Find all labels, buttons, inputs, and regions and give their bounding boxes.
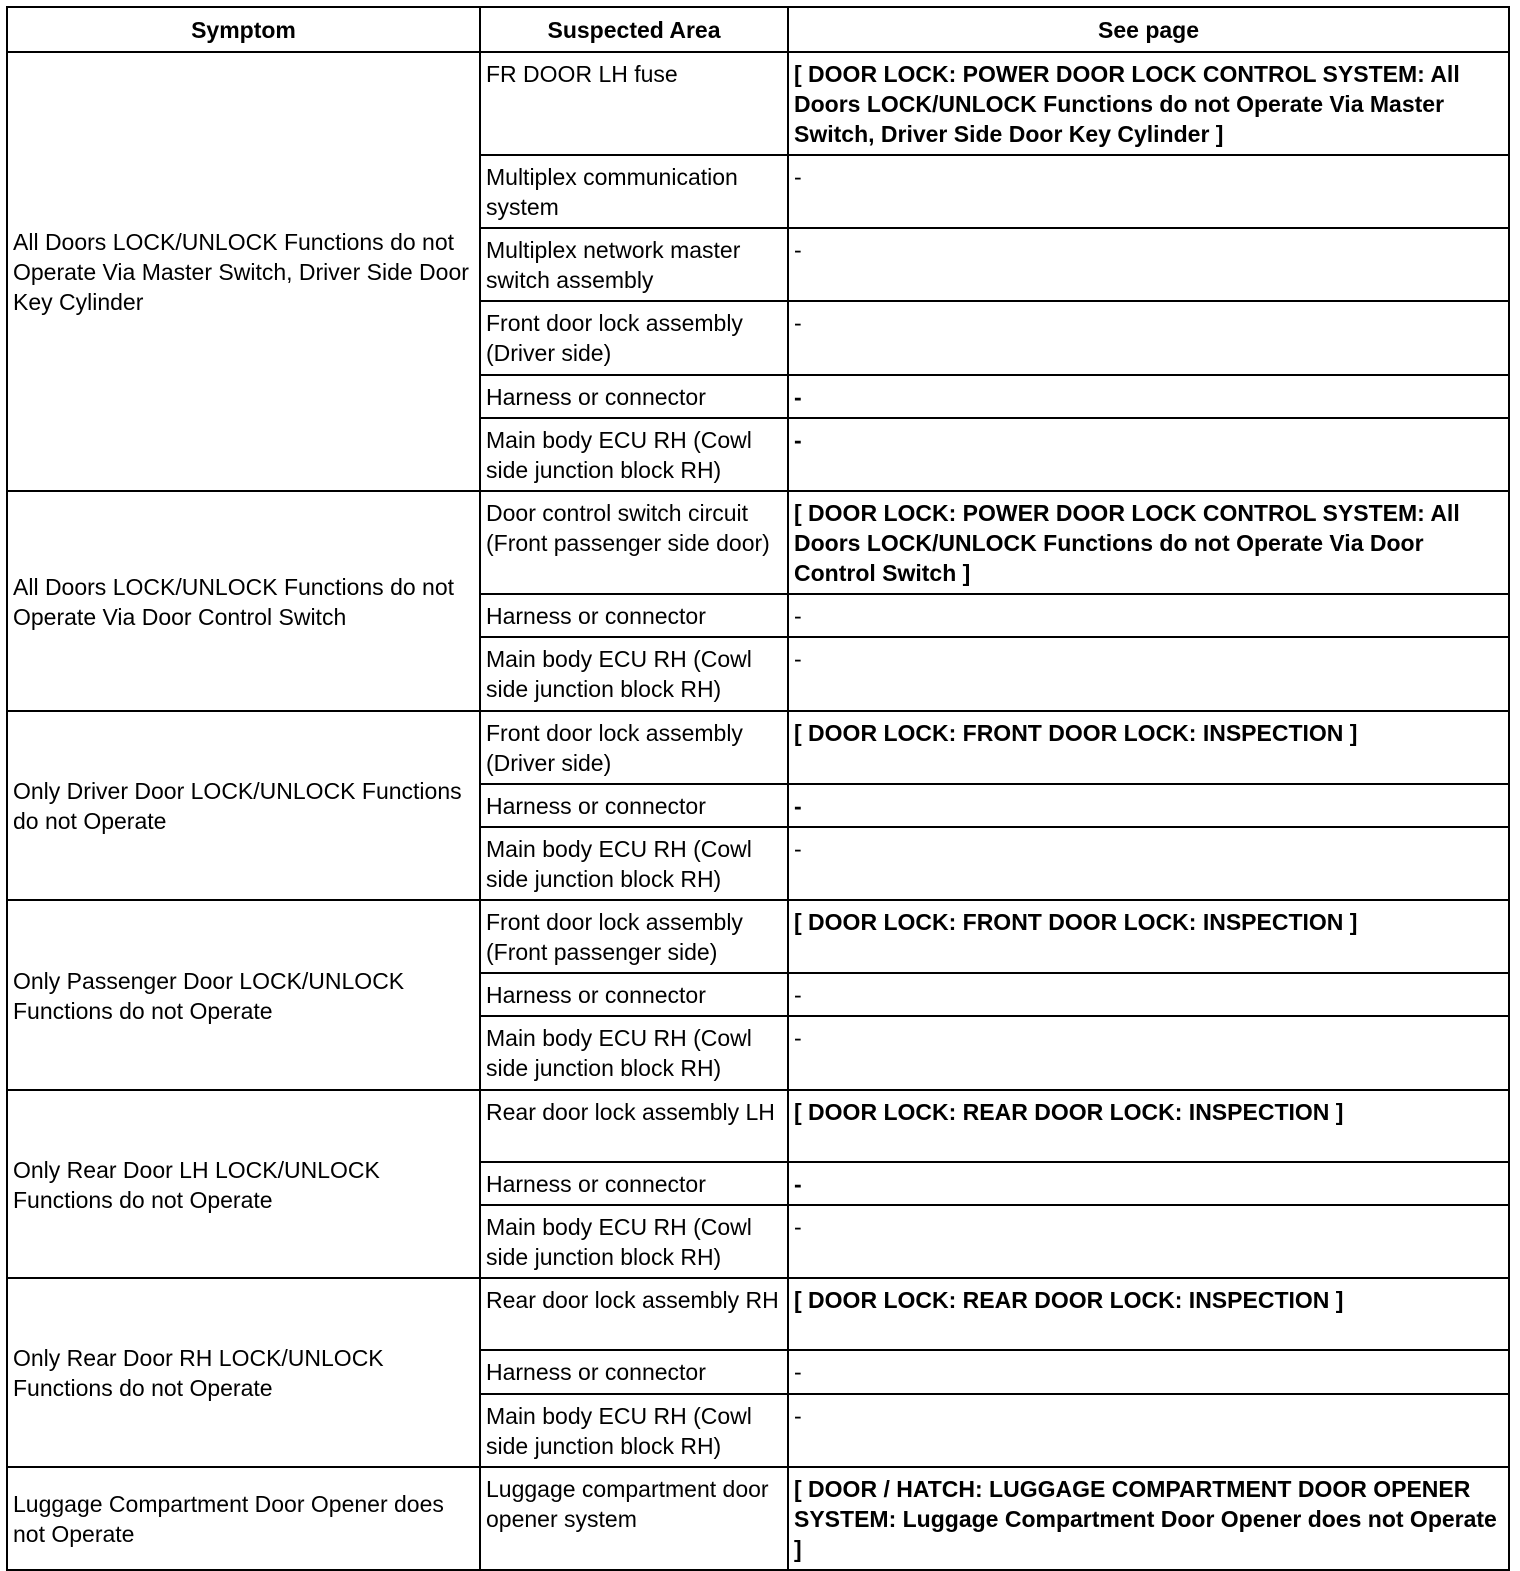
table-row [7,1278,1509,1350]
suspected-area-cell: Harness or connector [480,973,788,1016]
symptom-cell: Only Passenger Door LOCK/UNLOCK Functions do not Operate [7,900,480,1090]
see-page-cell: - [788,228,1509,301]
suspected-area-cell: Main body ECU RH (Cowl side junction block RH) [480,1016,788,1090]
suspected-area-cell: FR DOOR LH fuse [480,52,788,155]
see-page-link[interactable]: [ DOOR LOCK: FRONT DOOR LOCK: INSPECTION ] [788,711,1509,784]
suspected-area-cell: Harness or connector [480,1350,788,1394]
suspected-area-cell: Multiplex network master switch assembly [480,228,788,301]
see-page-cell: - [788,594,1509,637]
see-page-cell: - [788,973,1509,1016]
table-row [7,1467,1509,1570]
table-row [7,711,1509,784]
see-page-cell: - [788,1350,1509,1394]
suspected-area-cell: Main body ECU RH (Cowl side junction block RH) [480,637,788,711]
suspected-area-cell: Door control switch circuit (Front passenger side door) [480,491,788,594]
see-page-link[interactable]: [ DOOR LOCK: POWER DOOR LOCK CONTROL SYSTEM: All Doors LOCK/UNLOCK Functions do not Operate Via Door Control Switch ] [788,491,1509,594]
see-page-link[interactable]: [ DOOR LOCK: POWER DOOR LOCK CONTROL SYSTEM: All Doors LOCK/UNLOCK Functions do not Operate Via Master Switch, Driver Side Door Key Cylinder ] [788,52,1509,155]
suspected-area-cell: Front door lock assembly (Driver side) [480,301,788,375]
table-row [7,52,1509,155]
suspected-area-cell: Multiplex communication system [480,155,788,228]
symptom-cell: Only Rear Door RH LOCK/UNLOCK Functions do not Operate [7,1278,480,1467]
suspected-area-cell: Front door lock assembly (Driver side) [480,711,788,784]
suspected-area-cell: Rear door lock assembly LH [480,1090,788,1162]
suspected-area-cell: Harness or connector [480,594,788,637]
see-page-cell: - [788,155,1509,228]
see-page-cell: - [788,1205,1509,1278]
suspected-area-cell: Luggage compartment door opener system [480,1467,788,1570]
header-suspected-area: Suspected Area [480,7,788,52]
table-row [7,491,1509,594]
symptom-cell: Luggage Compartment Door Opener does not Operate [7,1467,480,1570]
problem-symptoms-table [6,6,1510,1571]
suspected-area-cell: Harness or connector [480,784,788,827]
suspected-area-cell: Harness or connector [480,375,788,418]
header-symptom: Symptom [7,7,480,52]
suspected-area-cell: Rear door lock assembly RH [480,1278,788,1350]
header-row [7,7,1509,52]
see-page-cell: - [788,1016,1509,1090]
see-page-link[interactable]: [ DOOR / HATCH: LUGGAGE COMPARTMENT DOOR OPENER SYSTEM: Luggage Compartment Door Opener does not Operate ] [788,1467,1509,1570]
see-page-cell: - [788,784,1509,827]
see-page-cell: - [788,1394,1509,1467]
symptom-cell: All Doors LOCK/UNLOCK Functions do not Operate Via Master Switch, Driver Side Door Key Cylinder [7,52,480,491]
table-row [7,1090,1509,1162]
table-row [7,900,1509,973]
header-see-page: See page [788,7,1509,52]
suspected-area-cell: Main body ECU RH (Cowl side junction block RH) [480,1394,788,1467]
see-page-link[interactable]: [ DOOR LOCK: REAR DOOR LOCK: INSPECTION ] [788,1278,1509,1350]
symptom-cell: Only Driver Door LOCK/UNLOCK Functions do not Operate [7,711,480,900]
suspected-area-cell: Main body ECU RH (Cowl side junction block RH) [480,418,788,491]
see-page-cell: - [788,637,1509,711]
suspected-area-cell: Main body ECU RH (Cowl side junction block RH) [480,827,788,900]
see-page-cell: - [788,1162,1509,1205]
suspected-area-cell: Main body ECU RH (Cowl side junction block RH) [480,1205,788,1278]
see-page-cell: - [788,418,1509,491]
see-page-link[interactable]: [ DOOR LOCK: FRONT DOOR LOCK: INSPECTION ] [788,900,1509,973]
symptom-cell: Only Rear Door LH LOCK/UNLOCK Functions do not Operate [7,1090,480,1278]
see-page-link[interactable]: [ DOOR LOCK: REAR DOOR LOCK: INSPECTION ] [788,1090,1509,1162]
see-page-cell: - [788,375,1509,418]
see-page-cell: - [788,301,1509,375]
see-page-cell: - [788,827,1509,900]
suspected-area-cell: Harness or connector [480,1162,788,1205]
suspected-area-cell: Front door lock assembly (Front passenger side) [480,900,788,973]
symptom-cell: All Doors LOCK/UNLOCK Functions do not Operate Via Door Control Switch [7,491,480,711]
